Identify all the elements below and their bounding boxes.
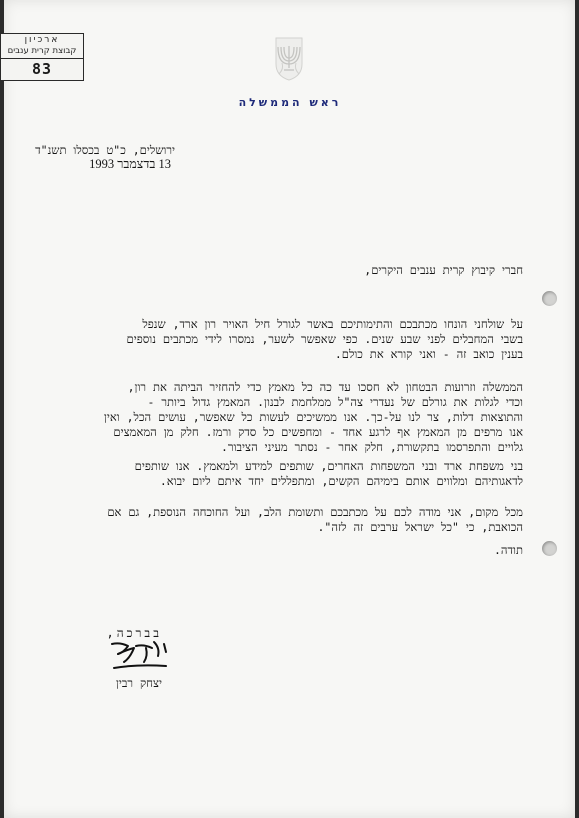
date-hebrew: ירושלים, כ"ט בכסלו תשנ"ד <box>35 143 175 157</box>
thanks-line: תודה. <box>493 543 523 557</box>
signer-name: יצחק רבין <box>115 676 162 690</box>
paragraph-line: בני משפחת ארד ובני המשפחות האחרים, שותפים למידע ולמאמץ. אנו שותפים <box>134 459 523 473</box>
letterhead-title: ראש הממשלה <box>238 96 342 109</box>
paragraph-line: אנו מרפים מן המאמץ אף לרגע אחד - ומחפשים כל סדק ורמז. חלק מן המאמצים <box>113 425 523 439</box>
paragraph-line: וכדי לגלות את גורלם של נעדרי צה"ל ממלחמת לבנון. המאמץ גדול ביותר - <box>147 395 523 409</box>
date-gregorian: 13 בדצמבר 1993 <box>89 157 171 171</box>
paragraph-1 <box>53 317 523 362</box>
paragraph-line: והתוצאות דלות, צר לנו על-כך. אנו ממשיכים לעשות כל שאפשר, עושים הכל, ואין <box>103 410 523 424</box>
scan-border-left <box>0 0 4 818</box>
scan-border-right <box>575 0 579 818</box>
paragraph-line: בענין כואב זה - ואני קורא את כולם. <box>334 347 523 361</box>
paragraph-2 <box>53 380 523 455</box>
paragraph-line: גלויים והתפרסמו בתקשורת, חלק אחר - נסתר מעיני הציבור. <box>220 440 523 454</box>
paragraph-line: הממשלה וזרועות הבטחון לא חסכו עד כה כל מאמץ כדי להחזיר הביתה את רון, <box>127 380 523 394</box>
paragraph-line: מכל מקום, אני מודה לכם על מכתבכם ותשומת הלב, ועל החוכחה הנוספת, גם אם <box>107 505 523 519</box>
paragraph-line: בשבי המחבלים לפני שבע שנים. כפי שאפשר לשער, נמסרו לידי מכתבים נוספים <box>126 332 523 346</box>
paragraph-line: לדאגותיהם ומלווים אותם בימיהם הקשים, ומתפללים יחד איתם ליום יבוא. <box>159 474 523 488</box>
punch-hole <box>542 541 557 556</box>
salutation: חברי קיבוץ קרית ענבים היקרים, <box>364 263 523 277</box>
punch-hole <box>542 291 557 306</box>
closing-regards: בברכה, <box>106 626 162 640</box>
paragraph-line: על שולחני הונחו מכתבכם והתימותיכם באשר לגורל חיל האויר רון ארד, שנפל <box>142 317 523 331</box>
paragraph-4 <box>53 505 523 535</box>
archive-stamp-title: ארכיון <box>24 35 60 45</box>
paragraph-line: הכואבת, כי "כל ישראל ערבים זה לזה". <box>317 520 523 534</box>
archive-stamp-number: 83 <box>31 60 53 78</box>
menorah-emblem-icon <box>270 34 308 82</box>
handwritten-signature-icon <box>108 638 172 674</box>
paragraph-3 <box>53 459 523 489</box>
archive-stamp <box>0 33 84 81</box>
archive-stamp-kibbutz: קבוצת קרית ענבים <box>1 46 83 59</box>
